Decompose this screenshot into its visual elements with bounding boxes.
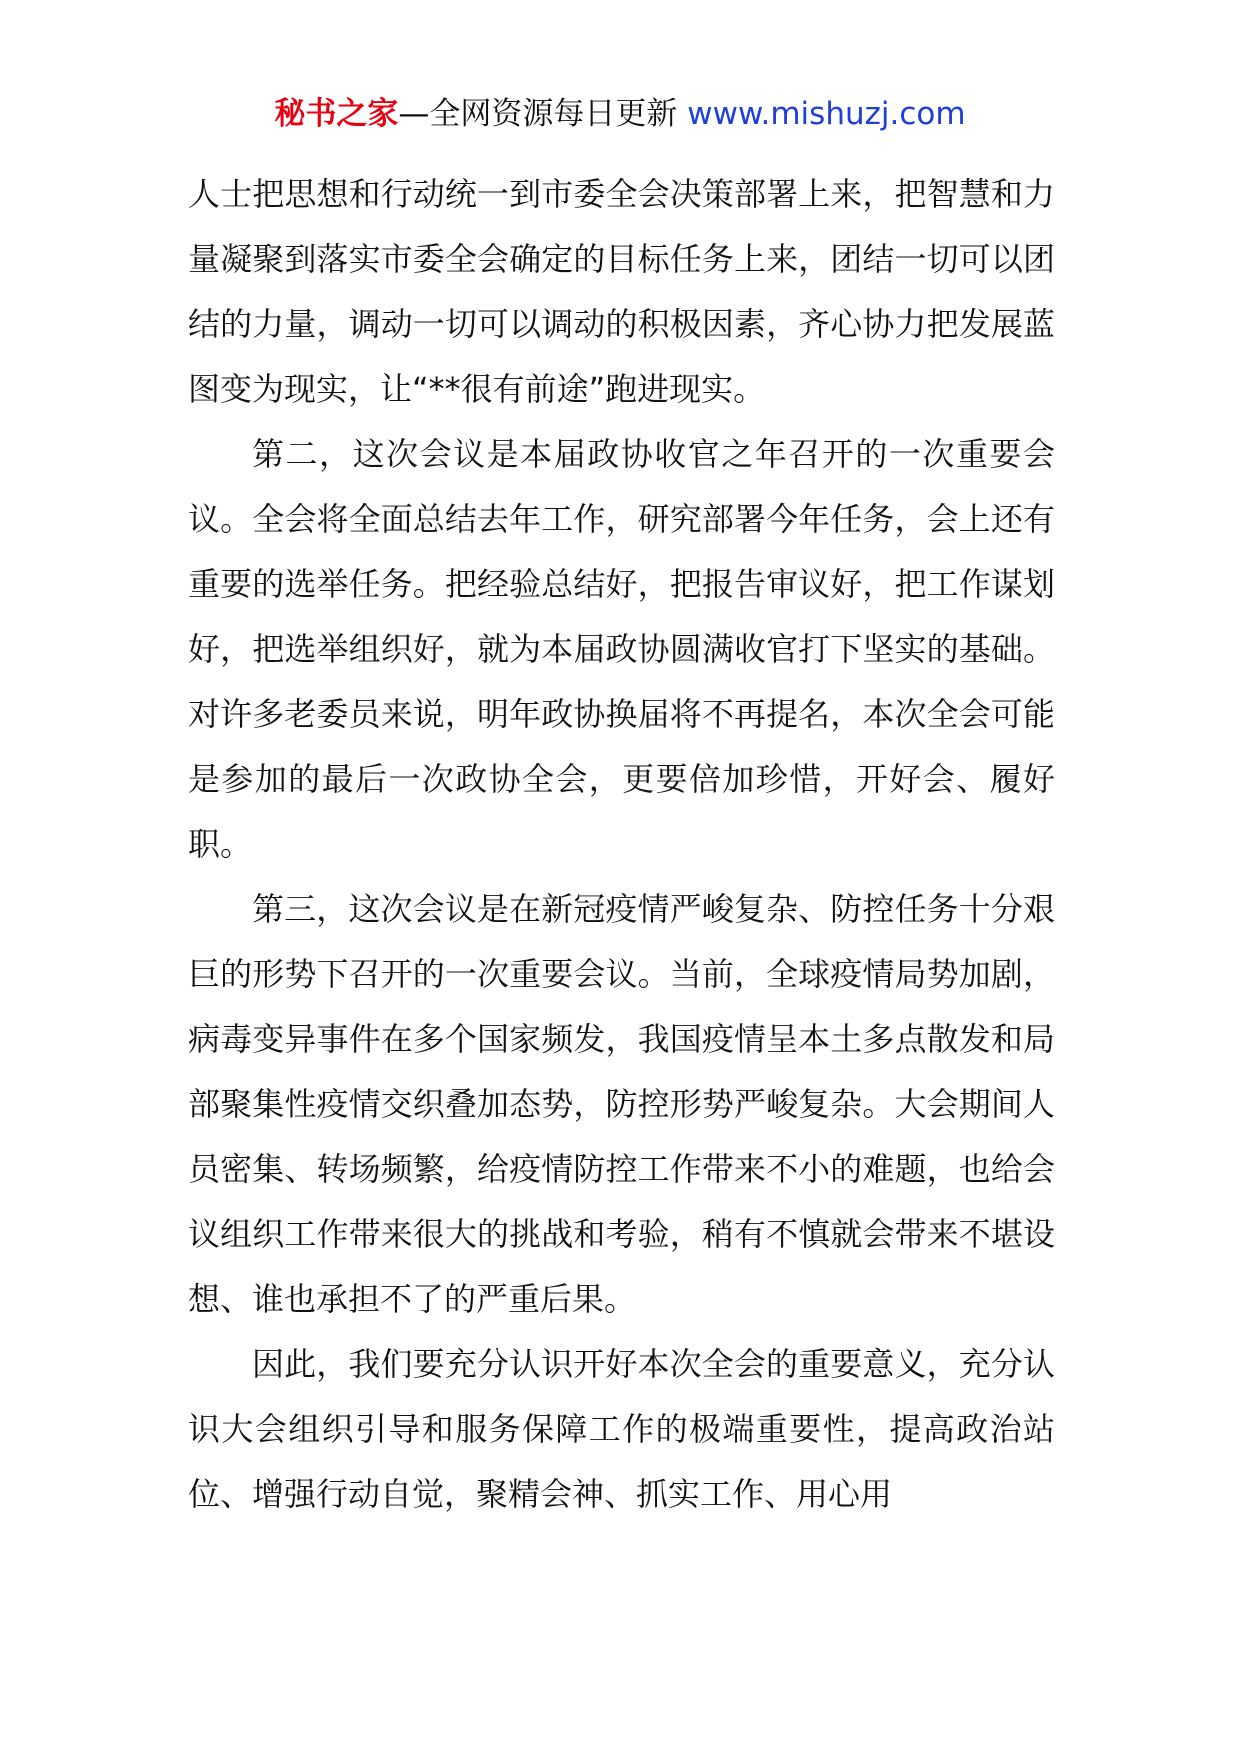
paragraph-conclusion: 因此，我们要充分认识开好本次全会的重要意义，充分认识大会组织引导和服务保障工作的极端重要性，提高政治站位、增强行动自觉，聚精会神、抓实工作、用心用 xyxy=(188,1345,1055,1513)
site-header xyxy=(0,94,1240,134)
header-tagline: —全网资源每日更新 xyxy=(398,96,688,132)
document-body xyxy=(188,162,1055,1527)
paragraph-second-point: 第二，这次会议是本届政协收官之年召开的一次重要会议。全会将全面总结去年工作，研究部署今年任务，会上还有重要的选举任务。把经验总结好，把报告审议好，把工作谋划好，把选举组织好，就为本届政协圆满收官打下坚实的基础。对许多老委员来说，明年政协换届将不再提名，本次全会可能是参加的最后一次政协全会，更要倍加珍惜，开好会、履好职。 xyxy=(188,435,1055,863)
site-url-link[interactable]: www.mishuzj.com xyxy=(687,96,966,132)
brand-name: 秘书之家 xyxy=(274,96,399,132)
paragraph-continued: 人士把思想和行动统一到市委全会决策部署上来，把智慧和力量凝聚到落实市委全会确定的目标任务上来，团结一切可以团结的力量，调动一切可以调动的积极因素，齐心协力把发展蓝图变为现实，让“**很有前途”跑进现实。 xyxy=(188,175,1055,408)
paragraph-third-point: 第三，这次会议是在新冠疫情严峻复杂、防控任务十分艰巨的形势下召开的一次重要会议。当前，全球疫情局势加剧，病毒变异事件在多个国家频发，我国疫情呈本土多点散发和局部聚集性疫情交织叠加态势，防控形势严峻复杂。大会期间人员密集、转场频繁，给疫情防控工作带来不小的难题，也给会议组织工作带来很大的挑战和考验，稍有不慎就会带来不堪设想、谁也承担不了的严重后果。 xyxy=(188,890,1055,1318)
